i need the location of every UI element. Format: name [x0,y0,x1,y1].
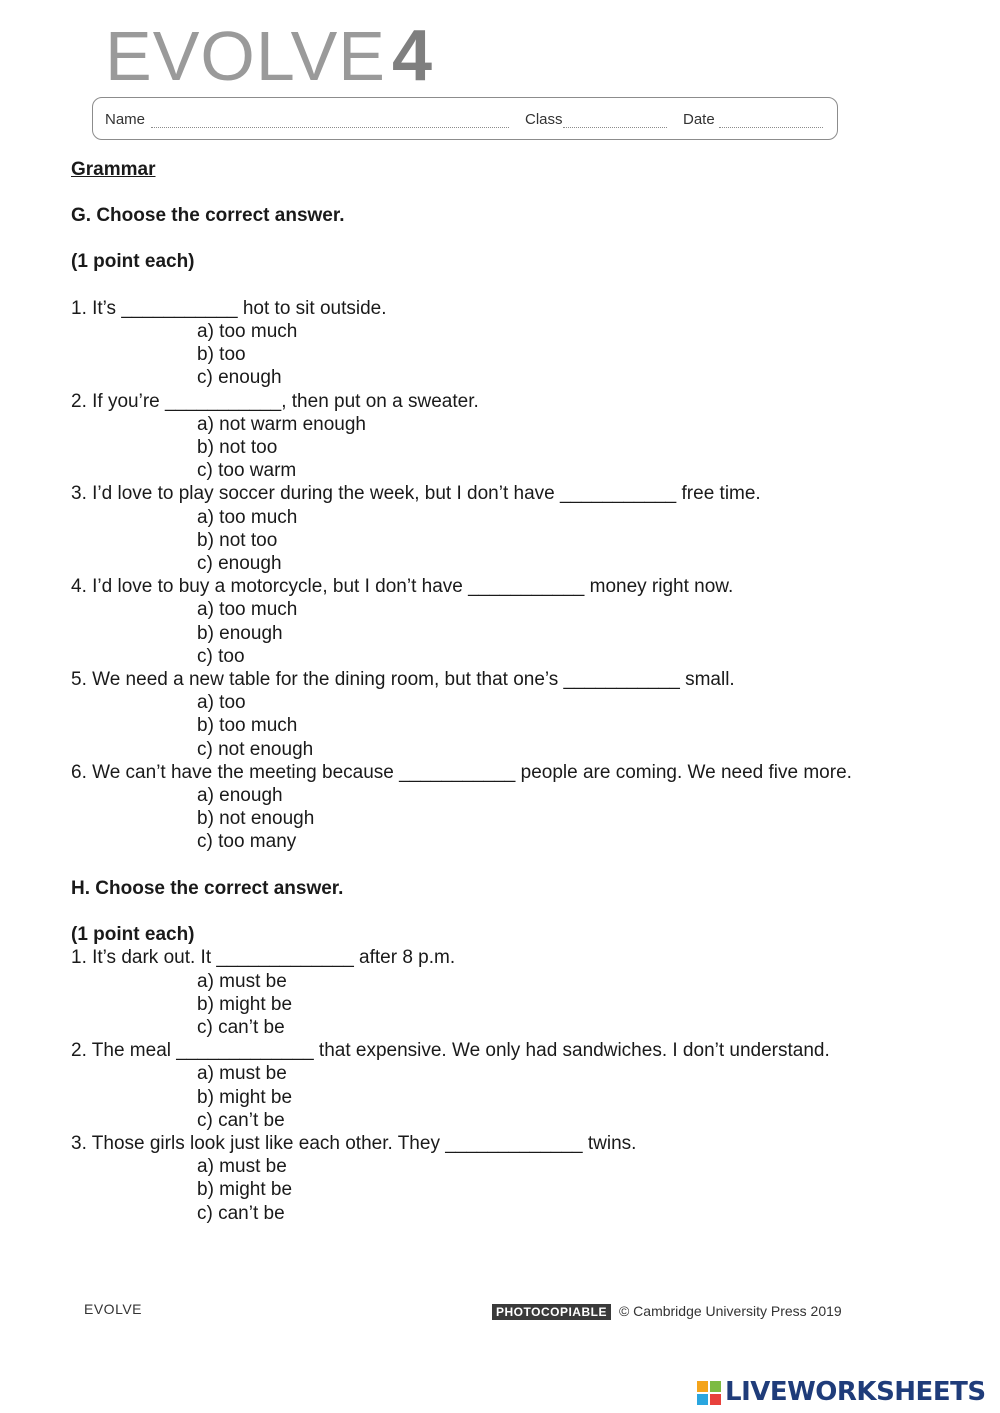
h-question-3-option-c[interactable]: c) can’t be [197,1202,285,1224]
g-question-6-option-b[interactable]: b) not enough [197,808,315,830]
part-g-title: G. Choose the correct answer. [71,205,345,226]
class-line [563,127,667,128]
h-question-3-option-b[interactable]: b) might be [197,1179,293,1201]
g-question-1-option-a[interactable]: a) too much [197,320,298,342]
photocopiable-badge: PHOTOCOPIABLE [492,1304,611,1320]
g-question-3-option-c[interactable]: c) enough [197,553,282,575]
g-question-6-option-c[interactable]: c) too many [197,831,297,853]
h-question-1-option-b[interactable]: b) might be [197,993,293,1015]
g-question-2-option-b[interactable]: b) not too [197,437,278,458]
section-title: Grammar [71,159,156,180]
name-label: Name [105,111,146,128]
footer-brand: EVOLVE [84,1301,142,1317]
g-question-1: 1. It’s ___________ hot to sit outside. [71,297,387,319]
part-h-points: (1 point each) [71,924,195,946]
g-question-4: 4. I’d love to buy a motorcycle, but I don’t have ___________ money right now. [71,576,734,598]
g-question-3: 3. I’d love to play soccer during the week, but I don’t have ___________ free time. [71,483,761,505]
h-question-2: 2. The meal _____________ that expensive. We only had sandwiches. I don’t understand. [71,1040,830,1062]
g-question-2-option-c[interactable]: c) too warm [197,460,297,482]
g-question-3-option-a[interactable]: a) too much [197,506,298,528]
g-question-1-option-c[interactable]: c) enough [197,367,282,389]
g-question-4-option-c[interactable]: c) too [197,645,245,667]
date-line [719,127,823,128]
g-question-5-option-a[interactable]: a) too [197,692,246,714]
g-question-5: 5. We need a new table for the dining room, but that one’s ___________ small. [71,669,735,691]
liveworksheets-icon [697,1381,721,1405]
footer-copyright [492,1303,842,1320]
evolve-logo: EVOLVE4 [105,16,434,96]
g-question-5-option-c[interactable]: c) not enough [197,738,314,760]
g-question-1-option-b[interactable]: b) too [197,344,246,366]
g-question-4-option-a[interactable]: a) too much [197,599,298,621]
g-question-6: 6. We can’t have the meeting because ___________ people are coming. We need five more. [71,761,852,783]
h-question-1-option-c[interactable]: c) can’t be [197,1017,285,1039]
date-label: Date [683,111,715,128]
g-question-3-option-b[interactable]: b) not too [197,529,278,551]
copyright-text: © Cambridge University Press 2019 [618,1303,842,1319]
g-question-2-option-a[interactable]: a) not warm enough [197,413,366,435]
h-question-3: 3. Those girls look just like each other. They _____________ twins. [71,1133,637,1155]
h-question-1-option-a[interactable]: a) must be [197,970,287,992]
g-question-4-option-b[interactable]: b) enough [197,622,283,644]
g-question-5-option-b[interactable]: b) too much [197,715,298,737]
g-question-2: 2. If you’re ___________, then put on a sweater. [71,390,479,412]
h-question-3-option-a[interactable]: a) must be [197,1156,287,1178]
h-question-1: 1. It’s dark out. It _____________ after 8 p.m. [71,947,456,969]
g-question-6-option-a[interactable]: a) enough [197,785,283,807]
name-line [151,127,509,128]
liveworksheets-text: LIVEWORKSHEETS [725,1377,986,1407]
class-label: Class [525,111,563,128]
h-question-2-option-a[interactable]: a) must be [197,1063,287,1085]
part-h-title: H. Choose the correct answer. [71,877,344,899]
h-question-2-option-c[interactable]: c) can’t be [197,1109,285,1131]
worksheet-body [71,204,951,1225]
h-question-2-option-b[interactable]: b) might be [197,1086,293,1108]
part-g-questions [71,297,951,854]
part-g-points: (1 point each) [71,251,195,273]
student-info-box [92,97,838,140]
part-h-questions [71,946,951,1224]
